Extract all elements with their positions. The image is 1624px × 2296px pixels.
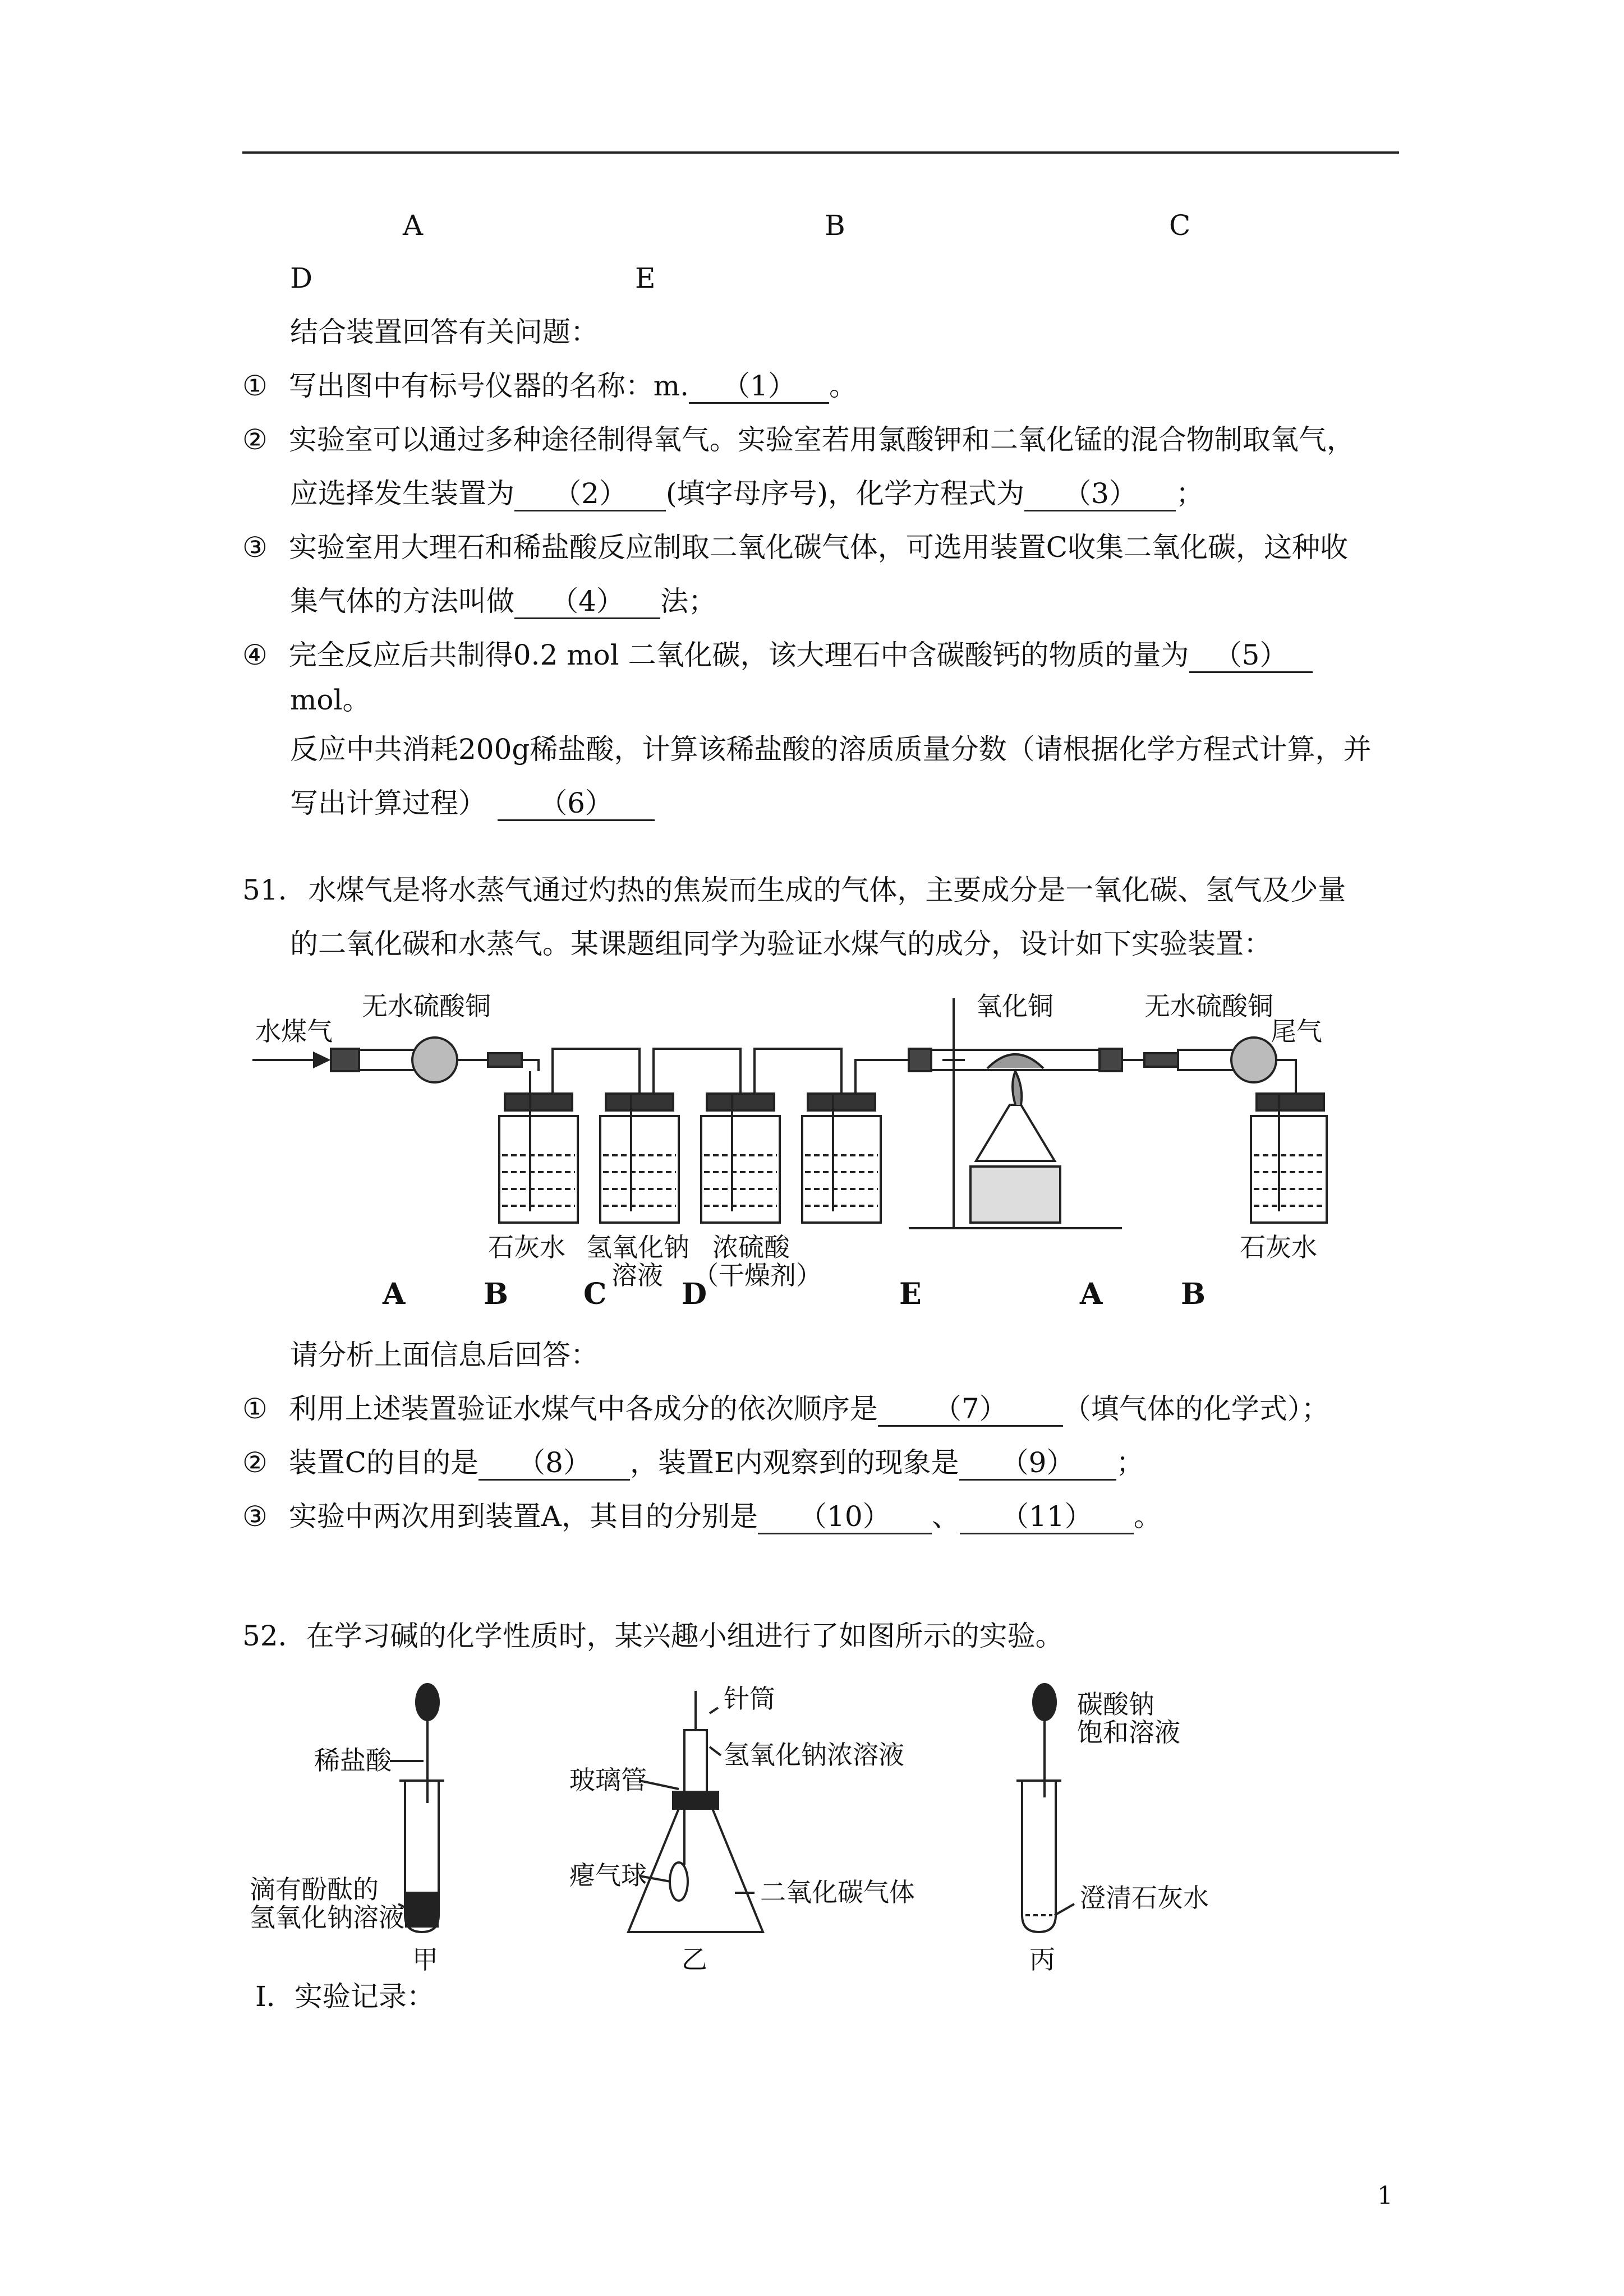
q50-intro: 结合装置回答有关问题：: [290, 316, 599, 348]
item-number: ③: [242, 1500, 268, 1533]
page-number: 1: [1377, 2182, 1393, 2210]
fig-letter-a: A: [383, 1277, 406, 1311]
item-text: 写出图中有标号仪器的名称：m.: [288, 370, 689, 402]
label-na2co3-line2: 饱和溶液: [1077, 1717, 1180, 1748]
item-number: ①: [242, 370, 268, 402]
q50-item-2-line2: [290, 476, 1204, 511]
q51-line2: 的二氧化碳和水蒸气。某课题组同学为验证水煤气的成分，设计如下实验装置：: [290, 928, 1272, 960]
answer-blank-5: （5）: [1189, 639, 1313, 673]
answer-blank-10: （10）: [758, 1500, 932, 1534]
q50-item-2-line1: [242, 422, 1355, 458]
item-number: ②: [242, 423, 268, 456]
fig-letter-b2: B: [1181, 1277, 1206, 1311]
label-yi: 乙: [682, 1944, 707, 1975]
item-text: 法；: [660, 585, 716, 617]
q50-item-5-line2: [290, 785, 655, 821]
label-clear-limewater: 澄清石灰水: [1080, 1883, 1209, 1913]
label-copper-oxide: 氧化铜: [976, 991, 1053, 1021]
item-text: 写出计算过程）: [290, 787, 486, 819]
item-text: 利用上述装置验证水煤气中各成分的依次顺序是: [288, 1393, 878, 1425]
item-text: （填气体的化学式）；: [1062, 1393, 1329, 1425]
q50-item-4-line1: [242, 637, 1313, 673]
item-text: 实验中两次用到装置A，其目的分别是: [288, 1500, 758, 1533]
question-text: 水煤气是将水蒸气通过灼热的焦炭而生成的气体，主要成分是一氧化碳、氢气及少量: [308, 874, 1346, 906]
fig-letter-e: E: [899, 1277, 922, 1311]
label-tail-gas: 尾气: [1271, 1016, 1322, 1046]
item-text: ；: [1176, 477, 1204, 510]
q50-item-4-line2: mol。: [290, 684, 371, 716]
q50-item-3-line1: [242, 529, 1348, 565]
label-limewater-2: 石灰水: [1240, 1232, 1317, 1262]
label-na2co3-line1: 碳酸钠: [1077, 1689, 1154, 1719]
item-text: (填字母序号)，化学方程式为: [666, 477, 1025, 510]
answer-blank-11: （11）: [960, 1500, 1134, 1534]
label-conc-naoh: 氢氧化钠浓溶液: [724, 1740, 904, 1770]
header-rule: [242, 151, 1399, 154]
item-text: 实验室用大理石和稀盐酸反应制取二氧化碳气体，可选用装置C收集二氧化碳，这种收: [288, 531, 1348, 564]
label-a: A: [403, 209, 424, 242]
answer-blank-4: （4）: [514, 585, 660, 619]
item-text: 、: [931, 1500, 960, 1533]
label-h2so4-line1: 浓硫酸: [712, 1232, 790, 1262]
label-e: E: [635, 262, 656, 294]
q50-item-3-line2: [290, 583, 716, 619]
label-water-gas: 水煤气: [255, 1016, 333, 1046]
answer-blank-7: （7）: [878, 1393, 1063, 1427]
label-anhydrous-cuso4-1: 无水硫酸铜: [362, 991, 491, 1021]
item-text: 应选择发生装置为: [290, 477, 514, 510]
label-anhydrous-cuso4-2: 无水硫酸铜: [1144, 991, 1273, 1021]
label-b: B: [825, 209, 845, 242]
fig-letter-c: C: [583, 1277, 607, 1311]
item-text: 装置C的目的是: [288, 1446, 479, 1479]
q51-prompt: 请分析上面信息后回答：: [290, 1339, 599, 1371]
answer-blank-1: （1）: [689, 370, 829, 404]
q50-item-1: [242, 368, 857, 404]
q52-text: 52．在学习碱的化学性质时，某兴趣小组进行了如图所示的实验。: [242, 1620, 1064, 1652]
item-number: ②: [242, 1446, 268, 1479]
item-text: 完全反应后共制得0.2 mol 二氧化碳，该大理石中含碳酸钙的物质的量为: [288, 639, 1189, 671]
q50-item-5-line1: 反应中共消耗200g稀盐酸，计算该稀盐酸的溶质质量分数（请根据化学方程式计算，并: [290, 733, 1372, 766]
answer-blank-2: （2）: [514, 477, 666, 511]
question-number: 51.: [242, 874, 287, 906]
label-naoh-line1: 氢氧化钠: [586, 1232, 689, 1262]
q51-answer-3: [242, 1499, 1162, 1534]
label-h2so4-line2: （干燥剂）: [693, 1260, 822, 1290]
fig-letter-d: D: [682, 1277, 707, 1311]
label-dilute-hcl: 稀盐酸: [314, 1745, 392, 1776]
label-glass-tube: 玻璃管: [569, 1765, 647, 1795]
item-text: 。: [1133, 1500, 1162, 1533]
item-number: ①: [242, 1393, 268, 1425]
item-text: ；: [1116, 1446, 1144, 1479]
label-syringe: 针筒: [724, 1684, 775, 1714]
label-naoh-line2: 溶液: [611, 1260, 663, 1290]
label-phenolphthalein-line2: 氢氧化钠溶液: [250, 1902, 404, 1933]
answer-blank-6: （6）: [498, 787, 655, 821]
experiment-record-heading: Ⅰ．实验记录：: [255, 1980, 435, 2013]
label-bing: 丙: [1029, 1944, 1055, 1975]
answer-blank-3: （3）: [1024, 477, 1176, 511]
item-text: 。: [829, 370, 858, 402]
label-limewater-1: 石灰水: [488, 1232, 565, 1262]
water-gas-apparatus-figure: [247, 987, 1329, 1318]
answer-blank-9: （9）: [959, 1446, 1116, 1481]
label-d: D: [290, 262, 313, 294]
item-text: 实验室可以通过多种途径制得氧气。实验室若用氯酸钾和二氧化锰的混合物制取氧气，: [288, 423, 1355, 456]
fig-letter-b: B: [484, 1277, 508, 1311]
base-properties-figure: [247, 1680, 1212, 1977]
q51-answer-1: [242, 1391, 1329, 1427]
answer-blank-8: （8）: [479, 1446, 630, 1481]
label-co2-gas: 二氧化碳气体: [760, 1877, 915, 1907]
label-jia: 甲: [412, 1944, 438, 1975]
label-deflated-balloon: 瘪气球: [569, 1860, 647, 1891]
item-number: ④: [242, 639, 268, 671]
fig-letter-a2: A: [1080, 1277, 1103, 1311]
label-phenolphthalein-line1: 滴有酚酞的: [250, 1874, 379, 1905]
item-text: 集气体的方法叫做: [290, 585, 514, 617]
label-c: C: [1169, 209, 1191, 242]
q51-line1: [242, 872, 1346, 908]
item-number: ③: [242, 531, 268, 564]
q51-answer-2: [242, 1445, 1144, 1481]
item-text: ，装置E内观察到的现象是: [630, 1446, 959, 1479]
